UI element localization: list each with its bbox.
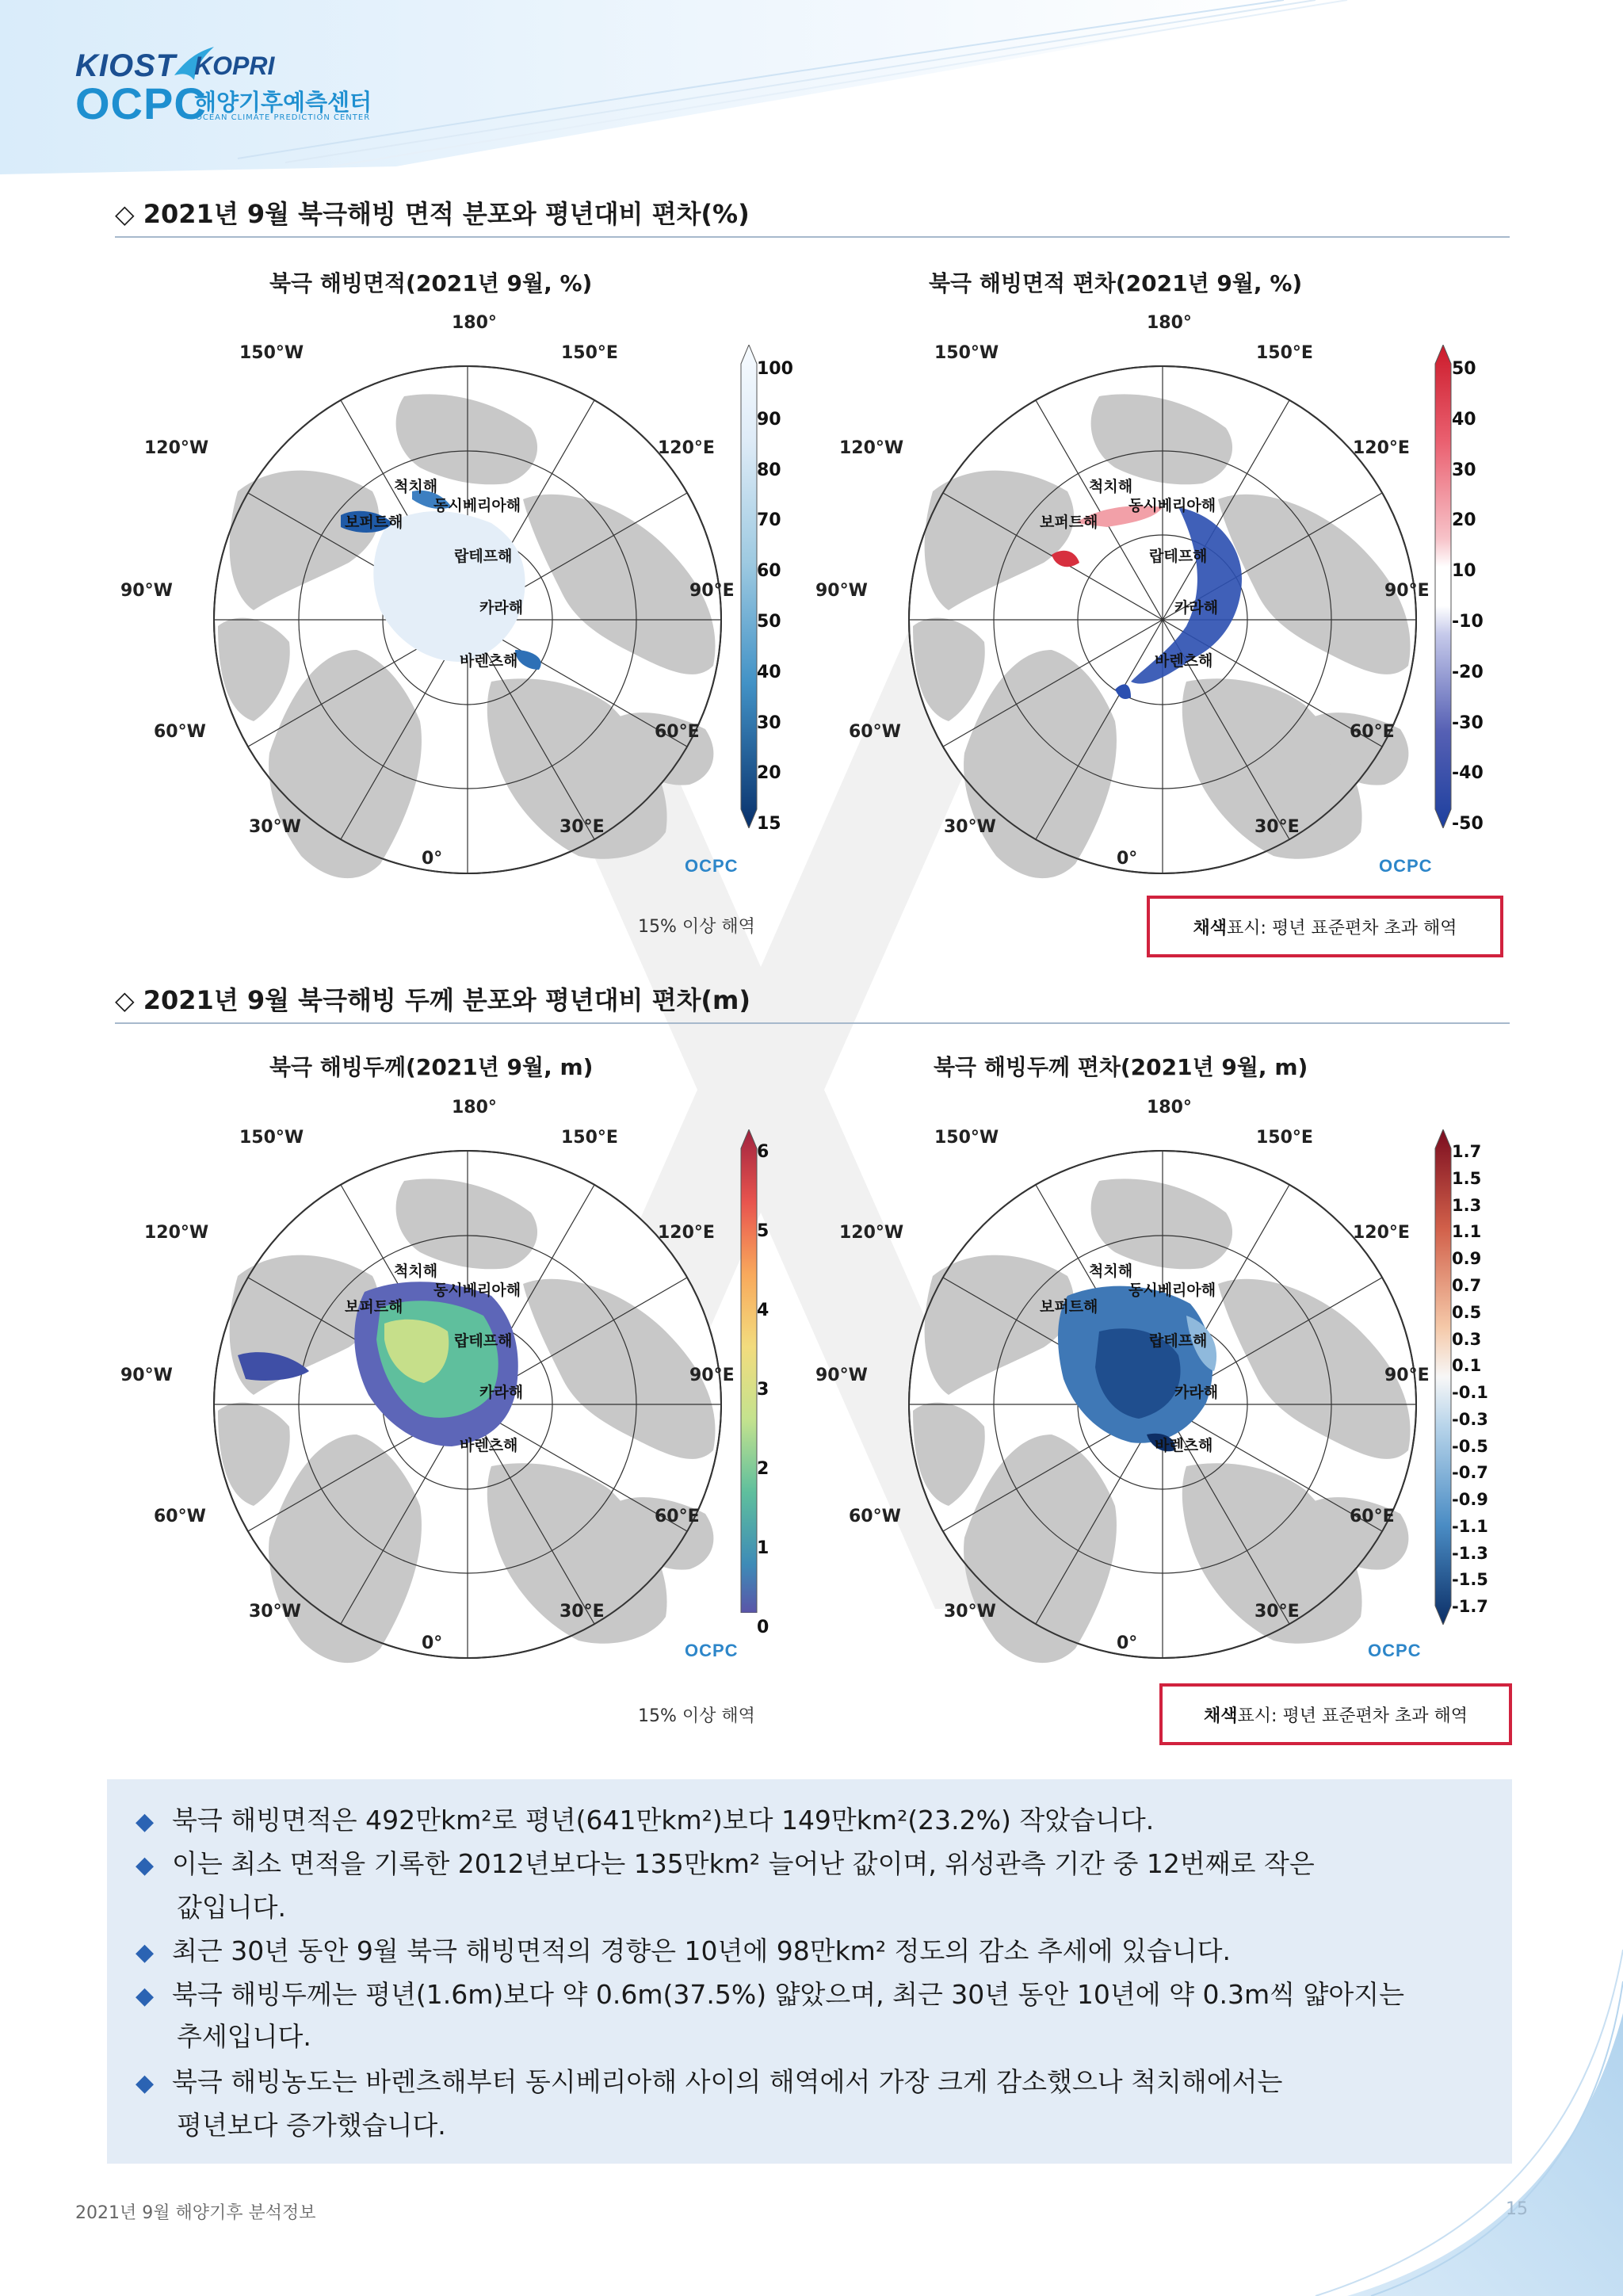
svg-text:카라해: 카라해 <box>1174 599 1219 617</box>
map-ice-thickness <box>119 1094 816 1728</box>
diamond-bullet-icon: ◆ <box>136 1851 155 1879</box>
svg-text:90°W: 90°W <box>815 581 868 601</box>
map-title-extent-anomaly: 북극 해빙면적 편차(2021년 9월, %) <box>929 270 1303 296</box>
svg-text:60°W: 60°W <box>154 1507 206 1526</box>
map-ice-thickness-anomaly <box>814 1094 1511 1728</box>
svg-text:바렌츠해: 바렌츠해 <box>460 652 518 670</box>
svg-text:30°W: 30°W <box>944 817 996 837</box>
svg-text:90°E: 90°E <box>689 581 735 601</box>
svg-text:150°W: 150°W <box>239 1128 304 1148</box>
svg-text:척치해: 척치해 <box>1089 478 1133 495</box>
map-title-thickness-anomaly: 북극 해빙두께 편차(2021년 9월, m) <box>934 1054 1308 1080</box>
section-divider <box>115 1022 1510 1024</box>
svg-text:30°E: 30°E <box>1254 1602 1300 1622</box>
svg-text:120°E: 120°E <box>658 1223 715 1243</box>
colorbar-extent-anomaly-labels: 50 40 30 20 10 -10 -20 -30 -40 -50 <box>1452 359 1484 834</box>
svg-text:90°W: 90°W <box>815 1366 868 1385</box>
diamond-bullet-icon: ◆ <box>136 1939 155 1966</box>
svg-text:90°E: 90°E <box>1384 581 1430 601</box>
svg-text:랍테프해: 랍테프해 <box>1149 1332 1208 1350</box>
ocpc-english-name: OCEAN CLIMATE PREDICTION CENTER <box>196 113 371 122</box>
ocpc-mark: OCPC <box>685 1641 739 1660</box>
note-significance-box: 채색 표시: 평년 표준편차 초과 해역 <box>1147 896 1503 957</box>
colorbar-extent-labels: 100 90 80 70 60 50 40 30 20 15 <box>757 359 793 834</box>
summary-item: ◆ 최근 30년 동안 9월 북극 해빙면적의 경향은 10년에 98만km² 정도의 감소 추세에 있습니다. <box>136 1930 1231 1974</box>
summary-item-continuation: 값입니다. <box>177 1892 287 1923</box>
svg-text:0°: 0° <box>1117 1633 1138 1653</box>
svg-text:60°E: 60°E <box>655 1507 700 1526</box>
svg-text:150°E: 150°E <box>1256 1128 1313 1148</box>
svg-text:60°E: 60°E <box>655 722 700 742</box>
header-logo <box>75 44 392 131</box>
svg-text:보퍼트해: 보퍼트해 <box>345 1298 403 1316</box>
svg-text:0°: 0° <box>422 849 443 869</box>
ocpc-mark: OCPC <box>1368 1641 1422 1660</box>
diamond-bullet-icon: ◆ <box>136 1808 155 1836</box>
svg-text:동시베리아해: 동시베리아해 <box>433 497 521 514</box>
svg-text:120°E: 120°E <box>1353 1223 1410 1243</box>
svg-text:30°E: 30°E <box>559 1602 605 1622</box>
svg-text:60°W: 60°W <box>849 722 901 742</box>
kopri-logo-text: KOPRI <box>194 52 275 80</box>
note-thickness: 15% 이상 해역 <box>638 1706 755 1726</box>
ocpc-mark: OCPC <box>685 856 739 876</box>
svg-text:120°E: 120°E <box>1353 438 1410 458</box>
map-ice-extent-anomaly <box>814 309 1511 943</box>
section-title-ice-extent: ◇ 2021년 9월 북극해빙 면적 분포와 평년대비 편차(%) <box>115 199 750 229</box>
svg-text:150°W: 150°W <box>934 343 999 363</box>
summary-box <box>107 1779 1512 2164</box>
diamond-bullet-icon: ◆ <box>136 1982 155 2010</box>
svg-text:120°E: 120°E <box>658 438 715 458</box>
colorbar-thickness-anomaly <box>1434 1129 1452 1625</box>
map-title-extent: 북극 해빙면적(2021년 9월, %) <box>269 270 593 296</box>
svg-text:90°W: 90°W <box>120 1366 173 1385</box>
svg-text:90°W: 90°W <box>120 581 173 601</box>
svg-text:카라해: 카라해 <box>1174 1384 1219 1401</box>
map-ice-extent <box>119 309 816 943</box>
colorbar-extent <box>740 345 758 828</box>
svg-text:120°W: 120°W <box>839 438 904 458</box>
svg-text:180°: 180° <box>452 1098 497 1117</box>
section-divider <box>115 236 1510 238</box>
summary-item-continuation: 평년보다 증가했습니다. <box>177 2110 446 2141</box>
svg-text:60°W: 60°W <box>154 722 206 742</box>
svg-text:바렌츠해: 바렌츠해 <box>1155 652 1213 670</box>
svg-text:바렌츠해: 바렌츠해 <box>460 1437 518 1454</box>
map-title-thickness: 북극 해빙두께(2021년 9월, m) <box>269 1054 594 1080</box>
svg-text:랍테프해: 랍테프해 <box>454 1332 513 1350</box>
colorbar-thickness-labels: 6 5 4 3 2 1 0 <box>757 1142 769 1637</box>
svg-text:180°: 180° <box>1147 313 1192 333</box>
svg-text:120°W: 120°W <box>839 1223 904 1243</box>
svg-text:150°E: 150°E <box>1256 343 1313 363</box>
svg-text:30°W: 30°W <box>249 1602 301 1622</box>
ocpc-logo-text: OCPC <box>75 78 207 128</box>
svg-text:180°: 180° <box>452 313 497 333</box>
svg-text:척치해: 척치해 <box>394 1263 438 1280</box>
summary-item: ◆ 북극 해빙면적은 492만km²로 평년(641만km²)보다 149만km²(23.2%) 작았습니다. <box>136 1799 1154 1843</box>
svg-text:동시베리아해: 동시베리아해 <box>1128 497 1216 514</box>
footer-publication-title: 2021년 9월 해양기후 분석정보 <box>75 2203 316 2223</box>
svg-text:랍테프해: 랍테프해 <box>1149 548 1208 565</box>
note-extent: 15% 이상 해역 <box>638 917 755 937</box>
svg-text:척치해: 척치해 <box>1089 1263 1133 1280</box>
svg-text:150°W: 150°W <box>239 343 304 363</box>
svg-text:60°W: 60°W <box>849 1507 901 1526</box>
svg-text:카라해: 카라해 <box>479 1384 524 1401</box>
svg-text:30°W: 30°W <box>944 1602 996 1622</box>
svg-text:90°E: 90°E <box>689 1366 735 1385</box>
svg-text:보퍼트해: 보퍼트해 <box>1040 1298 1098 1316</box>
ocpc-mark: OCPC <box>1379 856 1433 876</box>
svg-text:동시베리아해: 동시베리아해 <box>1128 1282 1216 1299</box>
svg-text:180°: 180° <box>1147 1098 1192 1117</box>
summary-item: ◆ 이는 최소 면적을 기록한 2012년보다는 135만km² 늘어난 값이며, 위성관측 기간 중 12번째로 작은 <box>136 1843 1315 1887</box>
colorbar-extent-anomaly <box>1434 345 1452 828</box>
svg-text:보퍼트해: 보퍼트해 <box>1040 514 1098 531</box>
svg-text:동시베리아해: 동시베리아해 <box>433 1282 521 1299</box>
svg-text:60°E: 60°E <box>1350 722 1395 742</box>
svg-text:90°E: 90°E <box>1384 1366 1430 1385</box>
summary-item-continuation: 추세입니다. <box>177 2021 311 2052</box>
svg-text:30°W: 30°W <box>249 817 301 837</box>
svg-text:150°E: 150°E <box>561 1128 618 1148</box>
svg-text:150°W: 150°W <box>934 1128 999 1148</box>
svg-text:60°E: 60°E <box>1350 1507 1395 1526</box>
diamond-bullet-icon: ◆ <box>136 2069 155 2097</box>
colorbar-thickness-anomaly-labels: 1.7 1.5 1.3 1.1 0.9 0.7 0.5 0.3 0.1 -0.1 -0.3 -0.5 -0.7 -0.9 -1.1 -1.3 -1.5 -1.7 <box>1452 1142 1488 1616</box>
svg-text:30°E: 30°E <box>1254 817 1300 837</box>
svg-text:30°E: 30°E <box>559 817 605 837</box>
svg-text:바렌츠해: 바렌츠해 <box>1155 1437 1213 1454</box>
kiost-logo-text: KIOST <box>75 48 177 83</box>
note-significance-box: 채색 표시: 평년 표준편차 초과 해역 <box>1159 1683 1512 1745</box>
summary-item: ◆ 북극 해빙두께는 평년(1.6m)보다 약 0.6m(37.5%) 얇았으며, 최근 30년 동안 10년에 약 0.3m씩 얇아지는 <box>136 1973 1404 2018</box>
ocpc-korean-name: 해양기후예측센터 <box>194 89 372 116</box>
svg-text:120°W: 120°W <box>144 438 209 458</box>
svg-text:척치해: 척치해 <box>394 478 438 495</box>
svg-text:0°: 0° <box>422 1633 443 1653</box>
colorbar-thickness <box>740 1129 758 1613</box>
svg-text:카라해: 카라해 <box>479 599 524 617</box>
summary-item: ◆ 북극 해빙농도는 바렌츠해부터 동시베리아해 사이의 해역에서 가장 크게 감소했으나 척치해에서는 <box>136 2061 1282 2105</box>
section-title-ice-thickness: ◇ 2021년 9월 북극해빙 두께 분포와 평년대비 편차(m) <box>115 985 751 1015</box>
svg-text:보퍼트해: 보퍼트해 <box>345 514 403 531</box>
page-number: 15 <box>1506 2199 1528 2219</box>
svg-text:0°: 0° <box>1117 849 1138 869</box>
svg-text:120°W: 120°W <box>144 1223 209 1243</box>
svg-text:랍테프해: 랍테프해 <box>454 548 513 565</box>
svg-text:150°E: 150°E <box>561 343 618 363</box>
